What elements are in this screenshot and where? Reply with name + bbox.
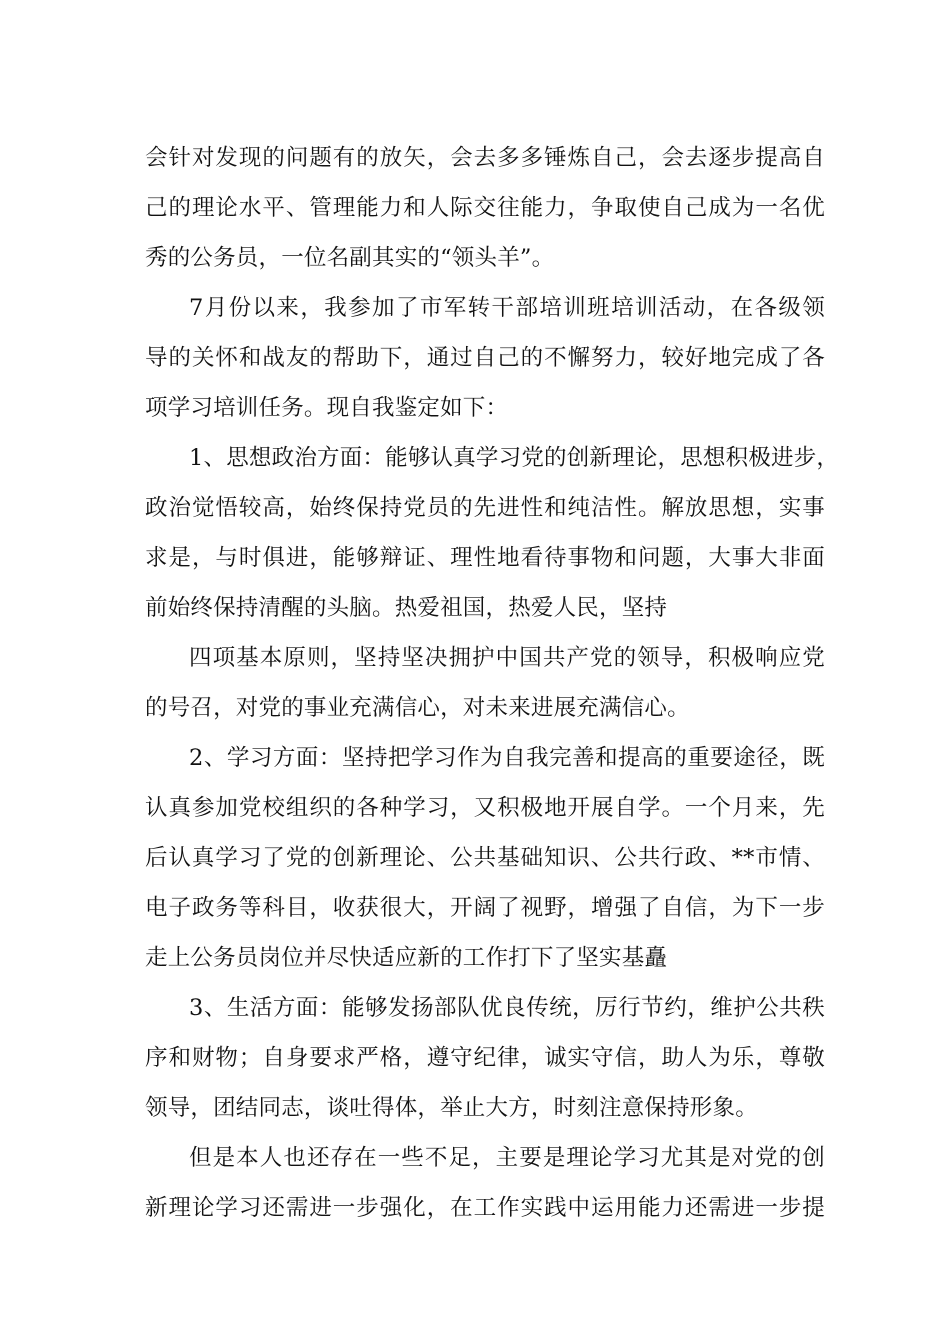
text-line: 电子政务等科目，收获很大，开阔了视野，增强了自信，为下一步: [145, 895, 825, 921]
text-line: 3、生活方面：能够发扬部队优良传统，厉行节约，维护公共秩: [189, 995, 825, 1021]
text-line: 会针对发现的问题有的放矢，会去多多锤炼自己，会去逐步提高自: [145, 145, 825, 171]
text-line: 前始终保持清醒的头脑。热爱祖国，热爱人民，坚持: [145, 595, 668, 621]
text-line: 四项基本原则，坚持坚决拥护中国共产党的领导，积极响应党: [189, 645, 825, 671]
text-line: 认真参加党校组织的各种学习，又积极地开展自学。一个月来，先: [145, 795, 825, 821]
text-line: 项学习培训任务。现自我鉴定如下：: [145, 395, 509, 421]
text-line: 7月份以来，我参加了市军转干部培训班培训活动，在各级领: [189, 295, 825, 321]
text-line: 政治觉悟较高，始终保持党员的先进性和纯洁性。解放思想，实事: [145, 495, 825, 521]
text-line: 后认真学习了党的创新理论、公共基础知识、公共行政、**市情、: [145, 845, 825, 871]
text-line: 领导，团结同志，谈吐得体，举止大方，时刻注意保持形象。: [145, 1095, 758, 1121]
text-line: 1、思想政治方面：能够认真学习党的创新理论，思想积极进步，: [189, 445, 840, 471]
text-line: 的号召，对党的事业充满信心，对未来进展充满信心。: [145, 695, 690, 721]
text-line: 求是，与时俱进，能够辩证、理性地看待事物和问题，大事大非面: [145, 545, 825, 571]
document-body: [145, 133, 840, 1233]
text-line: 走上公务员岗位并尽快适应新的工作打下了坚实基矗: [145, 945, 668, 971]
text-line: 导的关怀和战友的帮助下，通过自己的不懈努力，较好地完成了各: [145, 345, 825, 371]
text-line: 秀的公务员，一位名副其实的“领头羊”。: [145, 245, 555, 271]
text-line: 但是本人也还存在一些不足，主要是理论学习尤其是对党的创: [189, 1145, 825, 1171]
text-line: 新理论学习还需进一步强化，在工作实践中运用能力还需进一步提: [145, 1195, 825, 1221]
text-line: 己的理论水平、管理能力和人际交往能力，争取使自己成为一名优: [145, 195, 825, 221]
text-line: 序和财物；自身要求严格，遵守纪律，诚实守信，助人为乐，尊敬: [145, 1045, 825, 1071]
text-line: 2、学习方面：坚持把学习作为自我完善和提高的重要途径，既: [189, 745, 825, 771]
